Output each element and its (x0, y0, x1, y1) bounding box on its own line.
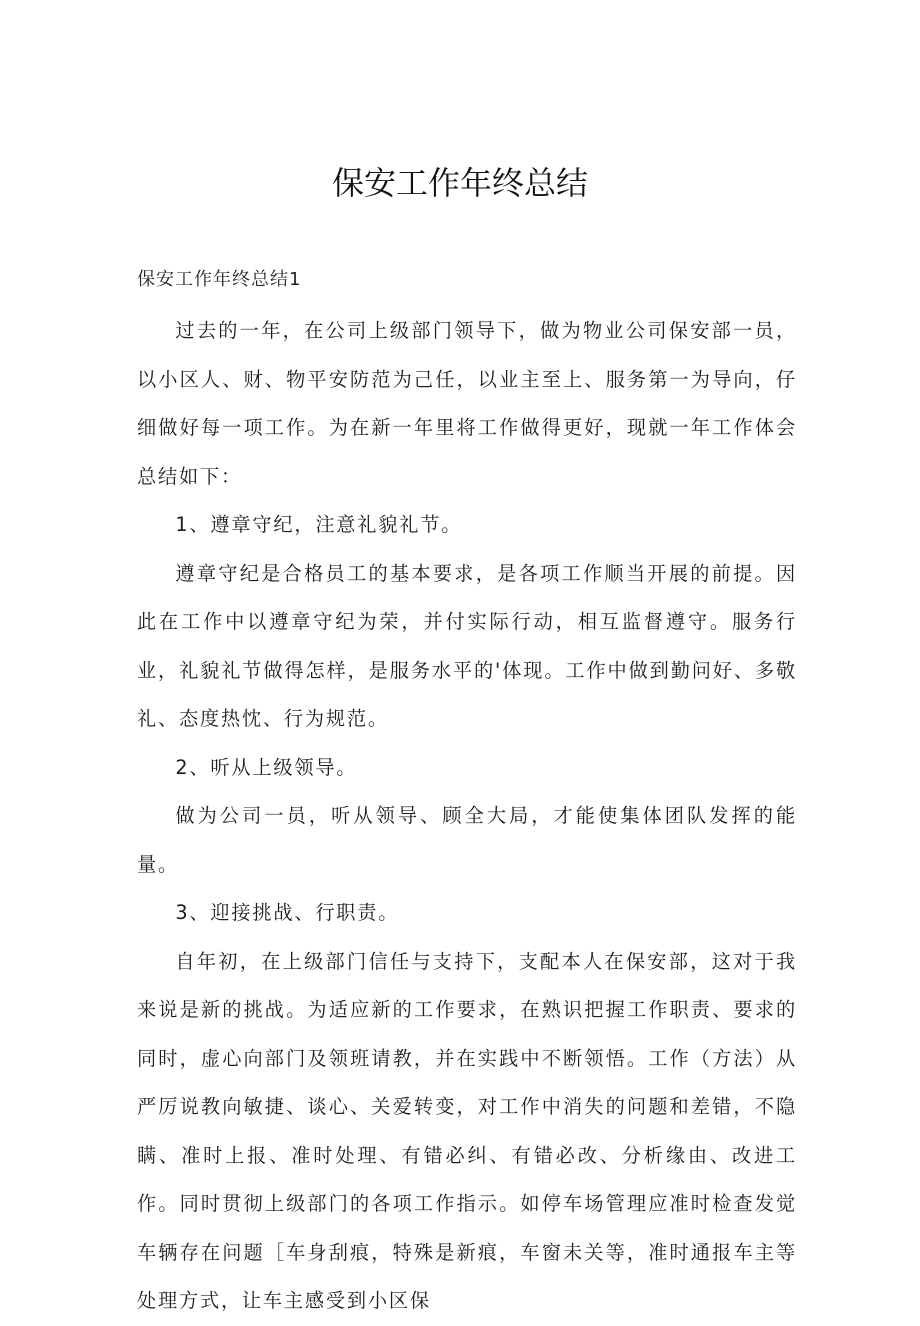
document-subtitle: 保安工作年终总结1 (137, 269, 302, 290)
paragraph: 过去的一年，在公司上级部门领导下，做为物业公司保安部一员，以小区人、财、物平安防范为己任，以业主至上、服务第一为导向，仔细做好每一项工作。为在新一年里将工作做得更好，现就一年工作体会总结如下： (137, 319, 797, 488)
section-heading: 2、听从上级领导。 (175, 755, 358, 779)
section-heading: 3、迎接挑战、行职责。 (175, 901, 400, 924)
paragraph: 自年初，在上级部门信任与支持下，支配本人在保安部，这对于我来说是新的挑战。为适应新的工作要求，在熟识把握工作职责、要求的同时，虚心向部门及领班请教，并在实践中不断领悟。工作（方法）从严厉说教向敏捷、谈心、关爱转变，对工作中消失的问题和差错，不隐瞒、准时上报、准时处理、有错必纠、有错必改、分析缘由、改进工作。同时贯彻上级部门的各项工作指示。如停车场管理应准时检查发觉车辆存在问题［车身刮痕，特殊是新痕，车窗未关等，准时通报车主等处理方式，让车主感受到小区保 (137, 949, 797, 1312)
document-title: 保安工作年终总结 (331, 164, 588, 202)
section-heading: 1、遵章守纪，注意礼貌礼节。 (175, 513, 463, 536)
paragraph: 做为公司一员，听从领导、顾全大局，才能使集体团队发挥的能量。 (137, 804, 797, 876)
paragraph: 遵章守纪是合格员工的基本要求，是各项工作顺当开展的前提。因此在工作中以遵章守纪为荣，并付实际行动，相互监督遵守。服务行业，礼貌礼节做得怎样，是服务水平的'体现。工作中做到勤问好、多敬礼、态度热忱、行为规范。 (137, 561, 797, 730)
document-body (137, 307, 797, 1326)
